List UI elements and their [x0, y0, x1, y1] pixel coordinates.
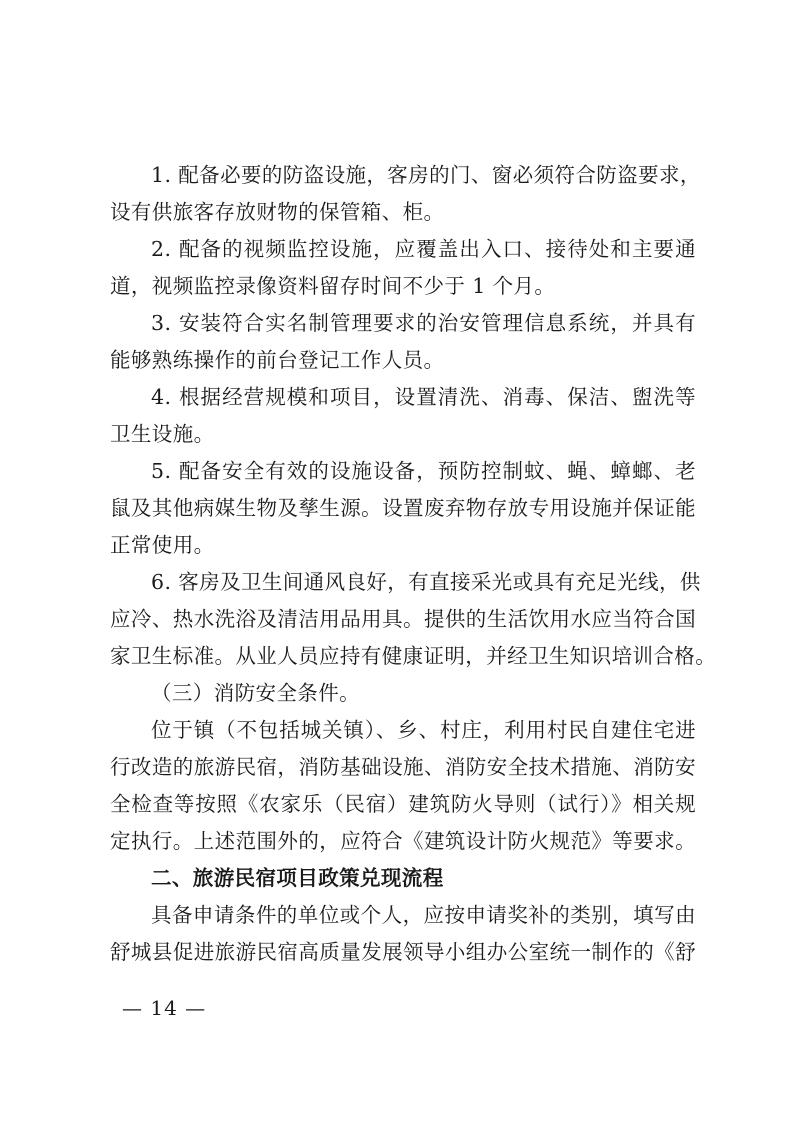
section-subheading: （三）消防安全条件。	[151, 681, 360, 705]
paragraph-line: 3. 安装符合实名制管理要求的治安管理信息系统，并具有	[151, 311, 696, 335]
paragraph-line: 全检查等按照《农家乐（民宿）建筑防火导则（试行）》相关规	[110, 792, 696, 816]
paragraph-line: 设有供旅客存放财物的保管箱、柜。	[110, 200, 445, 224]
paragraph-line: 卫生设施。	[110, 422, 215, 446]
page-number: — 14 —	[122, 996, 207, 1020]
paragraph-line: 5. 配备安全有效的设施设备，预防控制蚊、蝇、蟑螂、老	[151, 459, 696, 483]
paragraph-line: 应冷、热水洗浴及清洁用品用具。提供的生活饮用水应当符合国	[110, 607, 696, 631]
paragraph-line: 道，视频监控录像资料留存时间不少于 1 个月。	[110, 274, 556, 298]
paragraph-line: 2. 配备的视频监控设施，应覆盖出入口、接待处和主要通	[151, 237, 696, 261]
paragraph-line: 6. 客房及卫生间通风良好，有直接采光或具有充足光线，供	[151, 570, 701, 594]
paragraph-line: 定执行。上述范围外的，应符合《建筑设计防火规范》等要求。	[110, 829, 696, 853]
paragraph-line: 能够熟练操作的前台登记工作人员。	[110, 348, 445, 372]
paragraph-line: 位于镇（不包括城关镇）、乡、村庄，利用村民自建住宅进	[151, 718, 696, 742]
paragraph-line: 鼠及其他病媒生物及孳生源。设置废弃物存放专用设施并保证能	[110, 496, 696, 520]
paragraph-line: 行改造的旅游民宿，消防基础设施、消防安全技术措施、消防安	[110, 755, 696, 779]
paragraph-line: 1. 配备必要的防盗设施，客房的门、窗必须符合防盗要求，	[151, 163, 701, 187]
paragraph-line: 4. 根据经营规模和项目，设置清洗、消毒、保洁、盥洗等	[151, 385, 696, 409]
paragraph-line: 家卫生标准。从业人员应持有健康证明，并经卫生知识培训合格。	[110, 644, 717, 668]
paragraph-line: 舒城县促进旅游民宿高质量发展领导小组办公室统一制作的《舒	[110, 940, 696, 964]
paragraph-line: 具备申请条件的单位或个人，应按申请奖补的类别，填写由	[151, 903, 696, 927]
paragraph-line: 正常使用。	[110, 533, 215, 557]
section-heading: 二、旅游民宿项目政策兑现流程	[151, 866, 444, 890]
